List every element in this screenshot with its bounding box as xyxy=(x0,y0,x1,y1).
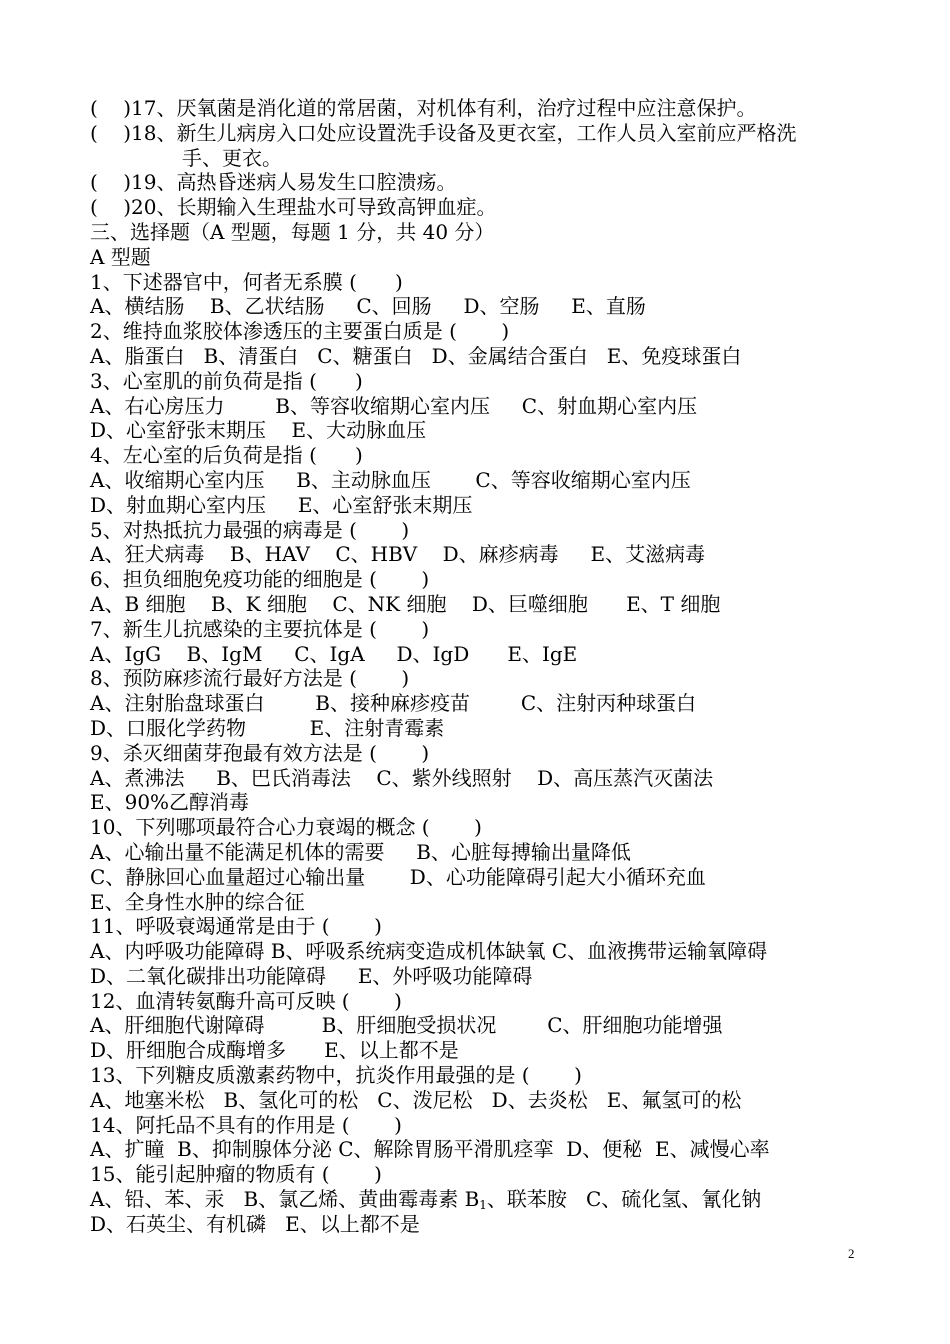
judgment-item-20: ( )20、长期输入生理盐水可导致高钾血症。 xyxy=(90,195,497,220)
question-6: 6、担负细胞免疫功能的细胞是 ( ) xyxy=(90,567,430,592)
question-2-options: A、脂蛋白 B、清蛋白 C、糖蛋白 D、金属结合蛋白 E、免疫球蛋白 xyxy=(90,343,742,368)
question-4: 4、左心室的后负荷是指 ( ) xyxy=(90,443,363,468)
question-10-options-b: C、静脉回心血量超过心输出量 D、心功能障碍引起大小循环充血 xyxy=(90,864,706,889)
section-heading-choice: 三、选择题（A 型题，每题 1 分，共 40 分） xyxy=(90,219,495,244)
question-15-options-a-part2: 、联苯胺 C、硫化氢、氰化钠 xyxy=(486,1187,762,1212)
judgment-item-18: ( )18、新生儿病房入口处应设置洗手设备及更衣室，工作人员入室前应严格洗 xyxy=(90,120,797,145)
question-15-options-a-part1: A、铅、苯、汞 B、氯乙烯、黄曲霉毒素 B xyxy=(90,1187,480,1212)
judgment-item-17: ( )17、厌氧菌是消化道的常居菌，对机体有利，治疗过程中应注意保护。 xyxy=(90,96,757,120)
question-12-options-a: A、肝细胞代谢障碍 B、肝细胞受损状况 C、肝细胞功能增强 xyxy=(90,1013,723,1038)
question-9: 9、杀灭细菌芽孢最有效方法是 ( ) xyxy=(90,740,430,765)
exam-text-block xyxy=(90,96,880,1237)
question-10: 10、下列哪项最符合心力衰竭的概念 ( ) xyxy=(90,815,482,840)
question-4-options-b: D、射血期心室内压 E、心室舒张末期压 xyxy=(90,492,473,517)
question-7-options: A、IgG B、IgM C、IgA D、IgD E、IgE xyxy=(90,641,578,666)
question-7: 7、新生儿抗感染的主要抗体是 ( ) xyxy=(90,616,430,641)
question-9-options-b: E、90%乙醇消毒 xyxy=(90,790,250,815)
question-14: 14、阿托品不具有的作用是 ( ) xyxy=(90,1112,402,1137)
question-15-options-a xyxy=(90,1187,880,1212)
subscript-1: 1 xyxy=(479,1198,487,1213)
question-14-options: A、扩瞳 B、抑制腺体分泌 C、解除胃肠平滑肌痉挛 D、便秘 E、减慢心率 xyxy=(90,1137,770,1162)
question-1-options: A、横结肠 B、乙状结肠 C、回肠 D、空肠 E、直肠 xyxy=(90,294,646,319)
question-11-options-b: D、二氧化碳排出功能障碍 E、外呼吸功能障碍 xyxy=(90,963,533,988)
question-12: 12、血清转氨酶升高可反映 ( ) xyxy=(90,988,402,1013)
subsection-heading-a-type: A 型题 xyxy=(90,244,151,269)
question-10-options-c: E、全身性水肿的综合征 xyxy=(90,889,305,914)
judgment-item-19: ( )19、高热昏迷病人易发生口腔溃疡。 xyxy=(90,170,457,195)
question-5: 5、对热抵抗力最强的病毒是 ( ) xyxy=(90,517,410,542)
question-6-options: A、B 细胞 B、K 细胞 C、NK 细胞 D、巨噬细胞 E、T 细胞 xyxy=(90,591,721,616)
question-9-options-a: A、煮沸法 B、巴氏消毒法 C、紫外线照射 D、高压蒸汽灭菌法 xyxy=(90,765,714,790)
question-11-options-a: A、内呼吸功能障碍 B、呼吸系统病变造成机体缺氧 C、血液携带运输氧障碍 xyxy=(90,939,768,964)
question-8-options-b: D、口服化学药物 E、注射青霉素 xyxy=(90,715,445,740)
question-12-options-b: D、肝细胞合成酶增多 E、以上都不是 xyxy=(90,1038,459,1063)
question-15: 15、能引起肿瘤的物质有 ( ) xyxy=(90,1162,382,1187)
question-3-options-b: D、心室舒张末期压 E、大动脉血压 xyxy=(90,418,427,443)
question-3-options-a: A、右心房压力 B、等容收缩期心室内压 C、射血期心室内压 xyxy=(90,393,698,418)
question-13-options: A、地塞米松 B、氢化可的松 C、泼尼松 D、去炎松 E、氟氢可的松 xyxy=(90,1087,742,1112)
question-3: 3、心室肌的前负荷是指 ( ) xyxy=(90,368,363,393)
page-number: 2 xyxy=(848,1246,855,1261)
question-10-options-a: A、心输出量不能满足机体的需要 B、心脏每搏输出量降低 xyxy=(90,839,631,864)
question-15-options-b: D、石英尘、有机磷 E、以上都不是 xyxy=(90,1211,420,1236)
question-11: 11、呼吸衰竭通常是由于 ( ) xyxy=(90,914,382,939)
question-2: 2、维持血浆胶体渗透压的主要蛋白质是 ( ) xyxy=(90,319,510,344)
question-8-options-a: A、注射胎盘球蛋白 B、接种麻疹疫苗 C、注射丙种球蛋白 xyxy=(90,691,697,716)
question-8: 8、预防麻疹流行最好方法是 ( ) xyxy=(90,666,410,691)
question-5-options: A、狂犬病毒 B、HAV C、HBV D、麻疹病毒 E、艾滋病毒 xyxy=(90,542,706,567)
question-1: 1、下述器官中，何者无系膜 ( ) xyxy=(90,269,403,294)
question-4-options-a: A、收缩期心室内压 B、主动脉血压 C、等容收缩期心室内压 xyxy=(90,467,691,492)
judgment-item-18-continued: 手、更衣。 xyxy=(182,145,282,170)
question-13: 13、下列糖皮质激素药物中，抗炎作用最强的是 ( ) xyxy=(90,1063,582,1088)
